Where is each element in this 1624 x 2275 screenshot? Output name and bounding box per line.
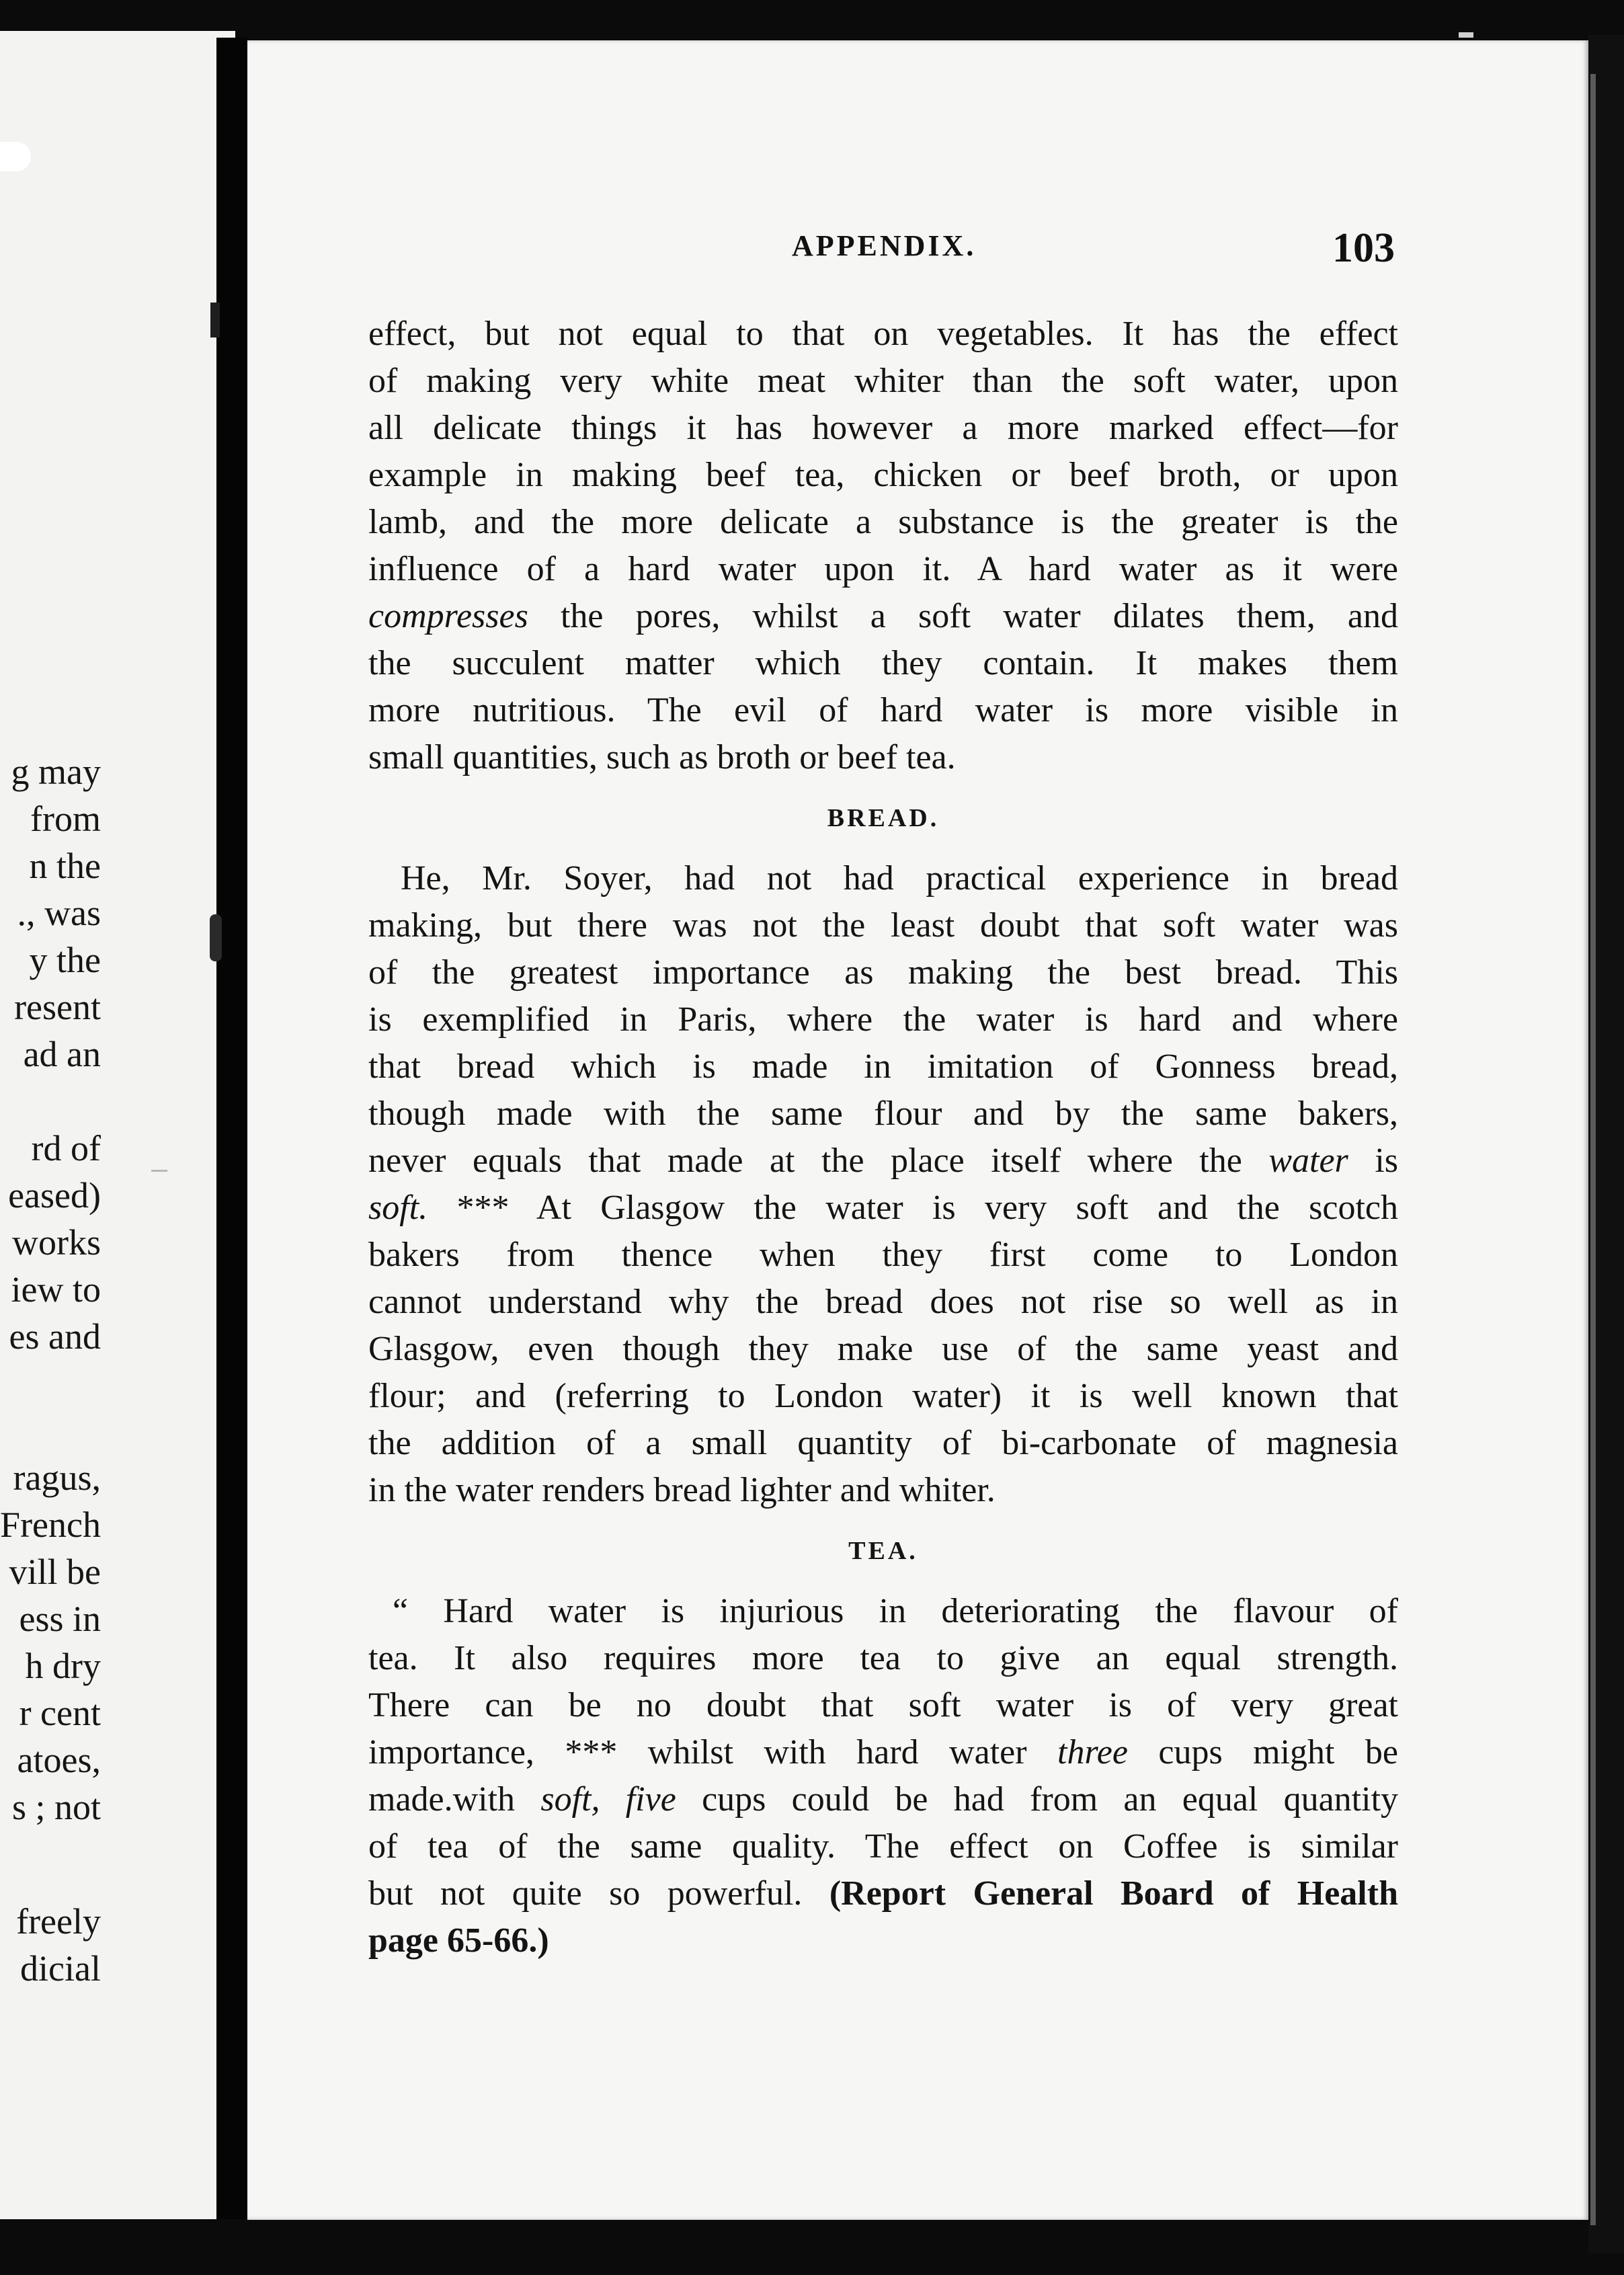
margin-dash	[151, 1170, 167, 1172]
text-line: making, but there was not the least doubt that soft water was	[368, 906, 1398, 945]
text-line: cannot understand why the bread does not rise so well as in	[368, 1283, 1398, 1321]
text-line: flour; and (referring to London water) it is well known that	[368, 1377, 1398, 1415]
text-line: effect, but not equal to that on vegetables. It has the effect	[368, 315, 1398, 353]
italic-word: compresses	[368, 597, 528, 635]
paper-spot	[0, 142, 31, 171]
citation-page: page 65-66.)	[368, 1921, 549, 1960]
text-line: influence of a hard water upon it. A hard water as it were	[368, 550, 1398, 588]
italic-word: three	[1057, 1733, 1128, 1771]
text-line: that bread which is made in imitation of Gonness bread,	[368, 1047, 1398, 1086]
text-line: compresses the pores, whilst a soft water dilates them, and	[368, 597, 1398, 635]
text-line: the addition of a small quantity of bi-carbonate of magnesia	[368, 1424, 1398, 1462]
book-spine-gutter	[216, 38, 247, 2219]
italic-word: soft,	[540, 1780, 600, 1819]
section-heading-tea: TEA.	[848, 1537, 918, 1565]
fragment-line: atoes,	[17, 1740, 101, 1780]
text-line: There can be no doubt that soft water is of very great	[368, 1686, 1398, 1724]
page-body	[368, 311, 1398, 1964]
text-line: never equals that made at the place itself where the water is	[368, 1142, 1398, 1180]
fragment-line: ad an	[23, 1034, 101, 1074]
text-line: example in making beef tea, chicken or beef broth, or upon	[368, 456, 1398, 494]
text-line: bakers from thence when they first come to London	[368, 1236, 1398, 1274]
text-line: is exemplified in Paris, where the water is hard and where	[368, 1000, 1398, 1039]
fragment-line: h dry	[25, 1646, 101, 1686]
fragment-line: es and	[9, 1316, 101, 1357]
text-line: lamb, and the more delicate a substance is the greater is the	[368, 503, 1398, 541]
scan-speck	[1459, 32, 1473, 38]
fragment-line: r cent	[19, 1693, 101, 1733]
fragment-line: g may	[11, 752, 101, 792]
fragment-line: s ; not	[11, 1787, 101, 1827]
text-line: tea. It also requires more tea to give an equal strength.	[368, 1639, 1398, 1677]
text-line: importance, *** whilst with hard water three cups might be	[368, 1733, 1399, 1771]
text-line: though made with the same flour and by the same bakers,	[368, 1094, 1398, 1133]
text-line: Glasgow, even though they make use of the same yeast and	[368, 1330, 1398, 1368]
fragment-line: dicial	[20, 1948, 101, 1989]
text-line: small quantities, such as broth or beef tea.	[368, 738, 956, 776]
italic-word: soft.	[368, 1189, 428, 1227]
italic-word: five	[625, 1780, 676, 1819]
text-line: all delicate things it has however a more marked effect—for	[368, 409, 1398, 447]
text-line: of making very white meat whiter than the soft water, upon	[368, 362, 1398, 400]
citation: (Report General Board of Health	[829, 1874, 1398, 1913]
page-number: 103	[1332, 225, 1395, 271]
text-line: more nutritious. The evil of hard water is more visible in	[368, 691, 1398, 729]
fragment-line: French	[0, 1505, 101, 1545]
fragment-line: ., was	[17, 893, 101, 933]
fragment-line: ragus,	[13, 1458, 101, 1498]
fragment-line: freely	[16, 1901, 101, 1942]
facing-page-fragment	[0, 31, 235, 2219]
section-heading-bread: BREAD.	[827, 804, 940, 832]
gutter-blemish	[210, 303, 220, 337]
running-head: APPENDIX.	[792, 229, 977, 262]
fragment-line: eased)	[8, 1175, 101, 1215]
fragment-line: vill be	[9, 1552, 101, 1592]
fragment-line: from	[30, 799, 101, 839]
fragment-line: y the	[29, 940, 101, 980]
gutter-blemish	[210, 914, 222, 961]
text-line: in the water renders bread lighter and whiter.	[368, 1471, 996, 1509]
fragment-line: ess in	[19, 1599, 101, 1639]
text-line: of the greatest importance as making the best bread. This	[368, 953, 1398, 992]
text-line: soft. *** At Glasgow the water is very soft and the scotch	[368, 1189, 1399, 1227]
text-line: made.with soft, five cups could be had from an equal quantity	[368, 1780, 1399, 1819]
text-line: the succulent matter which they contain. It makes them	[368, 644, 1398, 682]
fragment-line: resent	[14, 987, 101, 1027]
fragment-line: iew to	[11, 1269, 101, 1310]
text-line: of tea of the same quality. The effect on Coffee is similar	[368, 1827, 1398, 1866]
page-edge-highlight	[1590, 74, 1596, 2225]
italic-word: water	[1268, 1142, 1348, 1180]
text-line: but not quite so powerful. (Report General Board of Health	[368, 1874, 1398, 1913]
fragment-line: n the	[29, 846, 101, 886]
fragment-line: rd of	[31, 1128, 101, 1168]
fragment-line: works	[12, 1222, 101, 1263]
text-line: “ Hard water is injurious in deteriorating the flavour of	[393, 1592, 1398, 1630]
text-line: He, Mr. Soyer, had not had practical experience in bread	[401, 859, 1398, 897]
